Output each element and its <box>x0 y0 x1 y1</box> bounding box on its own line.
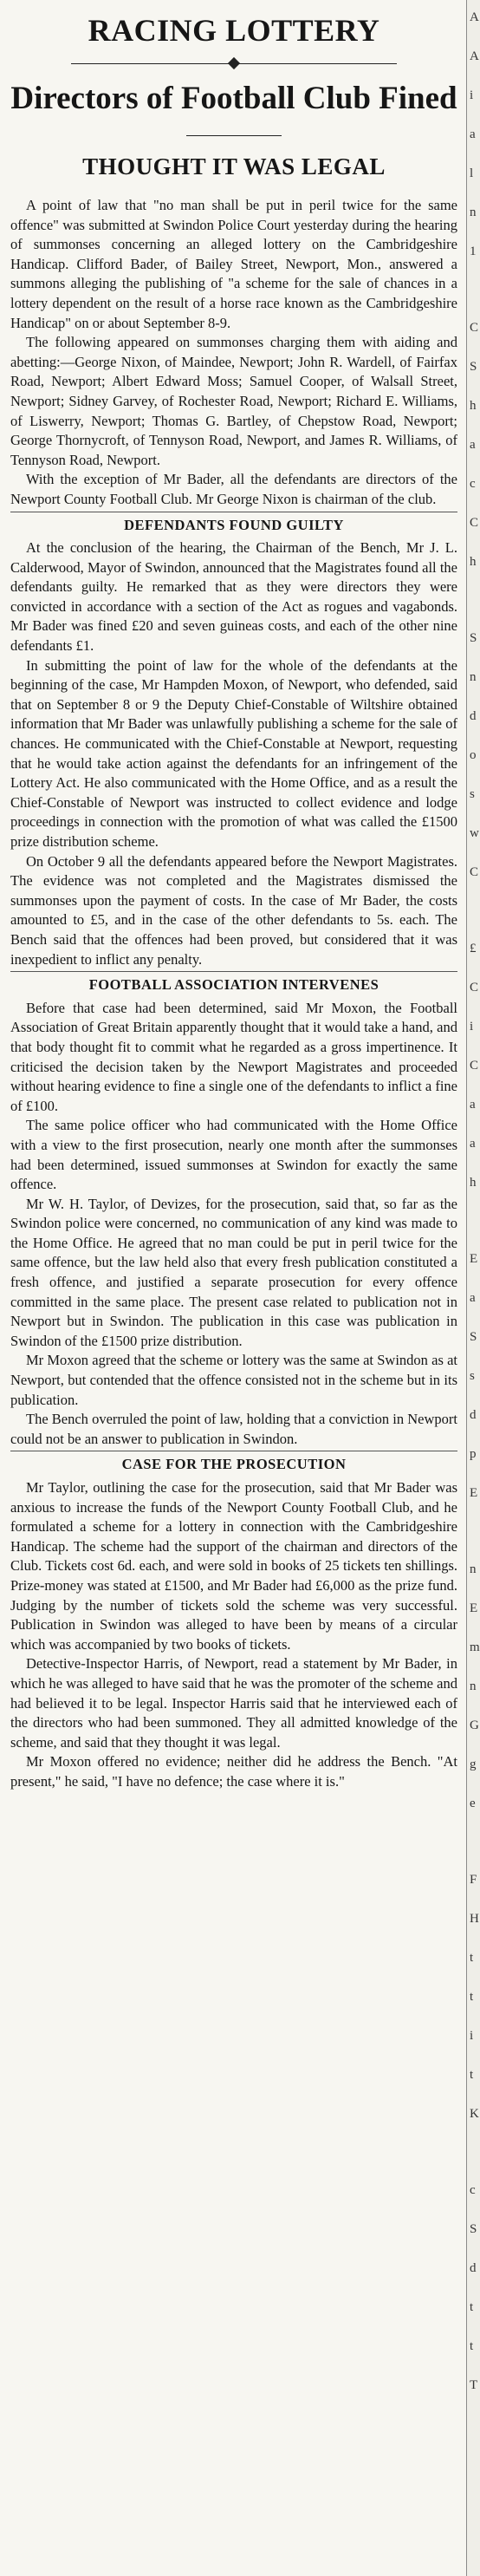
gutter-letter: w <box>470 826 479 840</box>
gutter-letter: a <box>470 1137 476 1151</box>
intro-paragraphs <box>10 196 457 510</box>
gutter-letter: h <box>470 1176 477 1190</box>
body-paragraph: A point of law that "no man shall be put in peril twice for the same offence" was submitted at Swindon Police Court yesterday during the hearing of summonses concerning an alleged lottery on the Cambridgeshire Handicap. Clifford Bader, of Bailey Street, Newport, Mon., answered a summons alleging the publishing of "a scheme for the sale of chances in a lottery dependent on the result of a horse race known as the Cambridgeshire Handicap" on or about September 8-9. <box>10 197 457 331</box>
body-paragraph: The Bench overruled the point of law, holding that a conviction in Newport could not be an answer to publication in Swindon. <box>10 1411 457 1447</box>
body-paragraph: On October 9 all the defendants appeared before the Newport Magistrates. The evidence was not completed and the Magistrates dismissed the summonses upon the payment of costs. In the case of Mr Bader, the costs amounted to £5, and in the case of the other defendants to 5s. each. The Bench said that the offences had been proved, but considered that it was inexpedient to inflict any penalty. <box>10 852 457 968</box>
gutter-letter: t <box>470 2300 474 2314</box>
body-paragraph: With the exception of Mr Bader, all the defendants are directors of the Newport County Football Club. Mr George Nixon is chairman of the club. <box>10 471 457 507</box>
gutter-letter: K <box>470 2107 479 2121</box>
ornament-rule <box>71 55 397 73</box>
gutter-letter: a <box>470 1098 476 1112</box>
gutter-letter: c <box>470 2183 476 2197</box>
gutter-letter: £ <box>470 942 477 955</box>
short-divider <box>186 135 282 136</box>
gutter-letter: a <box>470 127 476 141</box>
gutter-letter: t <box>470 2339 474 2353</box>
body-paragraph: Detective-Inspector Harris, of Newport, read a statement by Mr Bader, in which he was alleged to have said that he was the promoter of the scheme and had believed it to be legal. Inspector Harris said that he interviewed each of the directors who had been summoned. They all admitted knowledge of the scheme, and said that they thought it was legal. <box>10 1655 457 1751</box>
gutter-letter: H <box>470 1912 479 1926</box>
gutter-letter: d <box>470 1408 477 1422</box>
gutter-letter: t <box>470 2068 474 2082</box>
gutter-letter: C <box>470 865 479 879</box>
gutter-letter: s <box>470 1369 475 1383</box>
gutter-letter: E <box>470 1486 478 1500</box>
gutter-letter: S <box>470 360 477 374</box>
gutter-letter: t <box>470 1990 474 2004</box>
gutter-letter: i <box>470 1020 474 1034</box>
article-body <box>10 196 457 1792</box>
body-paragraph: In submitting the point of law for the whole of the defendants at the beginning of the case, Mr Hampden Moxon, of Newport, who defended, said that on September 8 or 9 the Deputy Chief-Constable of Wiltshire obtained information that Mr Bader was unlawfully publishing a scheme for the sale of chances. He communicated with the Chief-Constable at Newport, requesting that he would take action against the defendants for an infringement of the Lottery Act. He also communicated with the Home Office, and as a result the Chief-Constable of Newport was instructed to collect evidence and lodge proceedings in connection with the promotion of what was called the £1500 prize distribution scheme. <box>10 656 457 850</box>
section1-paragraphs <box>10 538 457 969</box>
gutter-letter: a <box>470 438 476 452</box>
gutter-letter: d <box>470 2261 477 2275</box>
body-paragraph: At the conclusion of the hearing, the Chairman of the Bench, Mr J. L. Calderwood, Mayor of Swindon, announced that the Magistrates found all the defendants guilty. He remarked that as they were directors they were convicted in accordance with a section of the Act as rogues and vagabonds. Mr Bader was fined £20 and seven guineas costs, and each of the other nine defendants £1. <box>10 539 457 655</box>
article-column <box>5 0 463 2576</box>
section-heading: DEFENDANTS FOUND GUILTY <box>124 516 344 533</box>
gutter-letter: 1 <box>470 245 477 258</box>
gutter-letter: S <box>470 2222 477 2236</box>
gutter-letter: p <box>470 1447 477 1461</box>
gutter-letter: E <box>470 1601 478 1615</box>
gutter-letter: A <box>470 10 479 24</box>
body-paragraph: Before that case had been determined, said Mr Moxon, the Football Association of Great Britain apparently thought that it would take a hand, and that body thought fit to commit what he regarded as a gross impertinence. It criticised the decision taken by the Newport Magistrates and proceeded without hearing evidence to fine a single one of the defendants to inflict a fine of £100. <box>10 999 457 1114</box>
gutter-letter: n <box>470 1679 477 1693</box>
article-title: RACING LOTTERY <box>88 13 380 48</box>
gutter-letter: i <box>470 2029 474 2043</box>
section3-paragraphs <box>10 1478 457 1792</box>
body-paragraph: Mr W. H. Taylor, of Devizes, for the prosecution, said that, so far as the Swindon police were concerned, no communication of any kind was made to the Home Office. He agreed that no man could be put in peril twice for the same offence, but the law held also that every fresh publication constituted a fresh offence, and justified a separate prosecution for every offence committed in the same place. The present case related to publication not in Newport but in Swindon. The publication in this case was publication in Swindon of the £1500 prize distribution. <box>10 1195 457 1349</box>
body-paragraph: Mr Moxon offered no evidence; neither did he address the Bench. "At present," he said, "I have no defence; the case where it is." <box>10 1753 457 1790</box>
gutter-letter: G <box>470 1718 479 1732</box>
gutter-letter: i <box>470 88 474 102</box>
gutter-letter: d <box>470 709 477 723</box>
gutter-letter: C <box>470 981 479 995</box>
gutter-letter: n <box>470 205 477 219</box>
gutter-letter: e <box>470 1797 476 1810</box>
gutter-letter: n <box>470 670 477 684</box>
adjacent-column-edge <box>466 0 480 2576</box>
article-subheadline: THOUGHT IT WAS LEGAL <box>82 153 386 179</box>
gutter-letter: S <box>470 1330 477 1344</box>
gutter-letter: S <box>470 631 477 645</box>
gutter-letter: l <box>470 166 474 180</box>
gutter-letter: h <box>470 555 477 569</box>
gutter-letter: o <box>470 748 477 762</box>
body-paragraph: Mr Moxon agreed that the scheme or lottery was the same at Swindon as at Newport, but contended that the offence consisted not in the scheme but in its publication. <box>10 1352 457 1408</box>
diamond-ornament-icon <box>228 57 240 69</box>
body-paragraph: Mr Taylor, outlining the case for the prosecution, said that Mr Bader was anxious to increase the funds of the Newport County Football Club, and he formulated a scheme for a lottery in connection with the Cambridgeshire Handicap. The scheme had the support of the chairman and directors of the Club. Tickets cost 6d. each, and were sold in books of 25 tickets ten shillings. Prize-money was stated at £1500, and Mr Bader had £6,000 as the prize fund. Judging by the number of tickets sold the scheme was very successful. Publication in Swindon was alleged to have been by means of a circular which was accompanied by two books of tickets. <box>10 1479 457 1653</box>
gutter-letter: n <box>470 1562 477 1576</box>
gutter-letter: C <box>470 1059 479 1073</box>
gutter-letter: E <box>470 1252 478 1266</box>
gutter-letter: C <box>470 516 479 530</box>
gutter-letter: h <box>470 399 477 413</box>
body-paragraph: The same police officer who had communicated with the Home Office with a view to the first prosecution, nearly one month after the summonses had been determined, issued summonses at Swindon for exactly the same offence. <box>10 1117 457 1193</box>
gutter-letter: C <box>470 321 479 335</box>
section-heading: FOOTBALL ASSOCIATION INTERVENES <box>88 976 379 994</box>
section2-paragraphs <box>10 999 457 1450</box>
gutter-letter: a <box>470 1291 476 1305</box>
section-rule <box>10 971 457 972</box>
body-paragraph: The following appeared on summonses charging them with aiding and abetting:—George Nixon, of Maindee, Newport; John R. Wardell, of Fairfax Road, Newport; Albert Edward Moss; Samuel Cooper, of Walsall Street, Newport; Sidney Garvey, of Rochester Road, Newport; Richard E. Williams, of Liswerry, Newport; Thomas G. Bartley, of Chepstow Road, Newport; George Thornycroft, of Tennyson Road, Newport, and James R. Williams, of Tennyson Road, Newport. <box>10 334 457 468</box>
section-heading: CASE FOR THE PROSECUTION <box>121 1456 347 1473</box>
article-headline: Directors of Football Club Fined <box>10 81 457 116</box>
gutter-letter: F <box>470 1873 477 1887</box>
gutter-letter: m <box>470 1640 480 1654</box>
gutter-letter: T <box>470 2378 478 2392</box>
gutter-letter: c <box>470 477 476 491</box>
gutter-letter: A <box>470 49 479 63</box>
gutter-letter: g <box>470 1758 477 1771</box>
gutter-letter: t <box>470 1951 474 1965</box>
gutter-letter: s <box>470 787 475 801</box>
